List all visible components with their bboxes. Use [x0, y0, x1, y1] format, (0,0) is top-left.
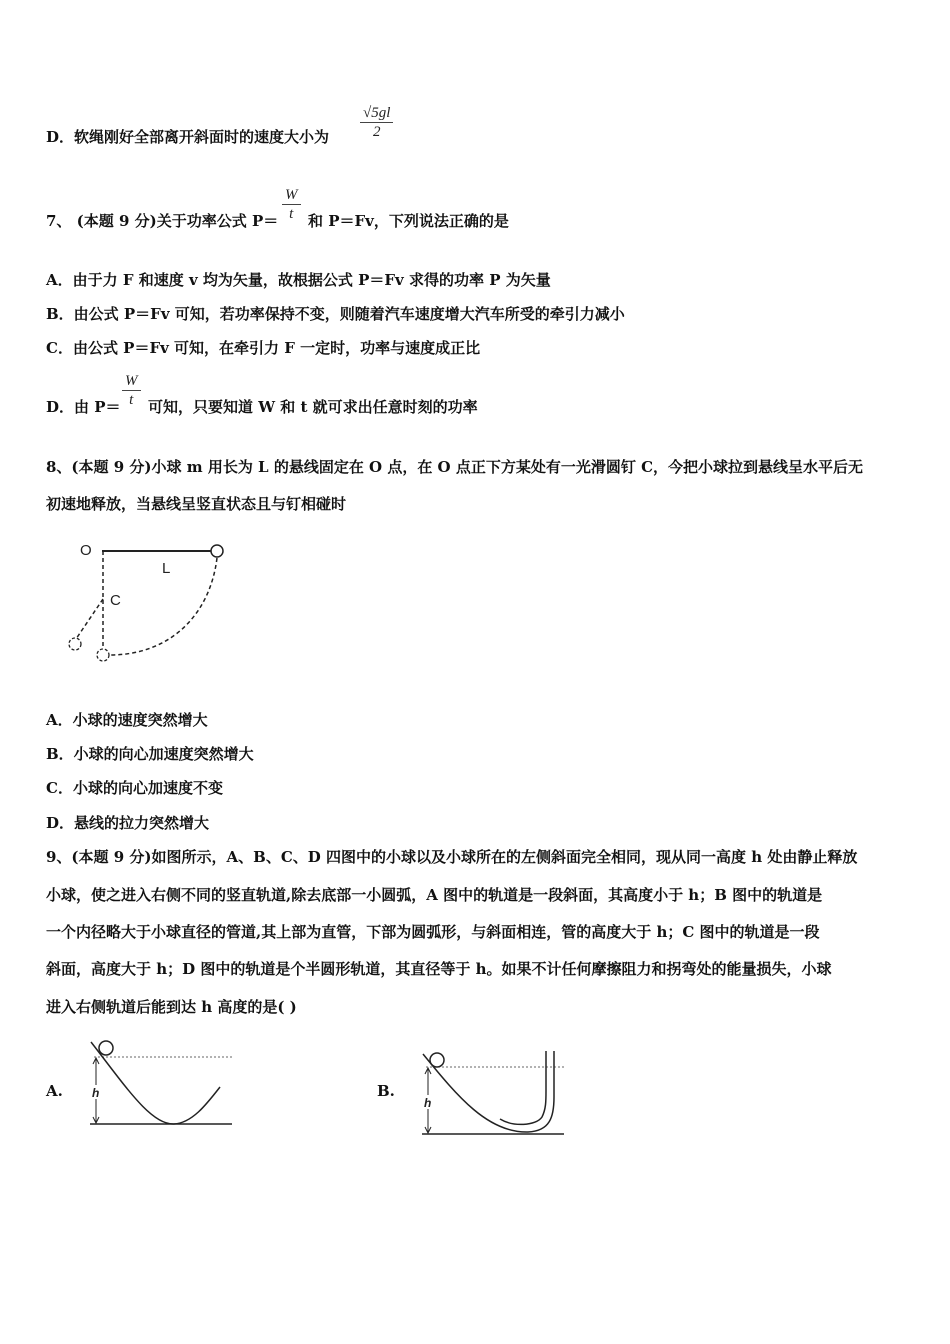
q7-stem: 7、 (本题 9 分)关于功率公式 P＝: [46, 212, 279, 230]
ball-start: [211, 545, 223, 557]
q8-option-a: A．小球的速度突然增大: [46, 711, 208, 729]
q6-option-d: D．软绳刚好全部离开斜面时的速度大小为: [46, 128, 330, 146]
q7-stem-fraction: [282, 186, 301, 223]
label-o: O: [80, 542, 92, 559]
q8-option-c: C．小球的向心加速度不变: [46, 779, 223, 797]
q9-figure-b: [418, 1047, 568, 1142]
q9-figure-b-label: B.: [377, 1082, 395, 1100]
q9-figure-a: [86, 1037, 236, 1132]
q8-stem-line-2: 初速地释放，当悬线呈竖直状态且与钉相碰时: [46, 495, 347, 513]
q7-option-d-suffix: 可知，只要知道 W 和 t 就可求出任意时刻的功率: [148, 398, 478, 416]
q7-option-d: D．由 P＝: [46, 398, 121, 416]
tube-inner-wall: [500, 1051, 546, 1124]
fraction-denominator: 2: [372, 124, 381, 140]
ball: [99, 1041, 113, 1055]
fraction-numerator: W: [122, 372, 141, 391]
h-label: h: [92, 1086, 100, 1100]
q9-stem-line-5: 进入右侧轨道后能到达 h 高度的是( ): [46, 998, 297, 1016]
fraction-denominator: t: [129, 392, 134, 408]
q9-stem-line-4: 斜面，高度大于 h；D 图中的轨道是个半圆形轨道，其直径等于 h。如果不计任何摩擦阻力和拐弯处的能量损失，小球: [46, 960, 832, 978]
fraction-numerator: W: [282, 186, 301, 205]
fraction-denominator: t: [289, 206, 294, 222]
q9-stem-line-1: 9、(本题 9 分)如图所示，A、B、C、D 四图中的小球以及小球所在的左侧斜面完全相同，现从同一高度 h 处由静止释放: [46, 848, 858, 866]
q8-option-d: D．悬线的拉力突然增大: [46, 814, 210, 832]
swing-dashed-string: [76, 599, 103, 639]
q9-stem-line-2: 小球，使之进入右侧不同的竖直轨道,除去底部一小圆弧，A 图中的轨道是一段斜面，其高度小于 h；B 图中的轨道是: [46, 886, 823, 904]
q6-option-d-fraction: [360, 104, 393, 141]
label-c: C: [110, 592, 121, 609]
q8-option-b: B．小球的向心加速度突然增大: [46, 745, 254, 763]
label-l: L: [162, 560, 171, 577]
q7-option-b: B．由公式 P＝Fv 可知，若功率保持不变，则随着汽车速度增大汽车所受的牵引力减小: [46, 305, 625, 323]
q9-figure-a-label: A.: [46, 1082, 63, 1100]
q8-pendulum-figure: [60, 535, 240, 670]
h-label: h: [424, 1096, 432, 1110]
q7-option-a: A．由于力 F 和速度 v 均为矢量，故根据公式 P＝Fv 求得的功率 P 为矢量: [46, 271, 551, 289]
q7-option-c: C．由公式 P＝Fv 可知，在牵引力 F 一定时，功率与速度成正比: [46, 339, 481, 357]
ball-bottom: [97, 649, 109, 661]
q7-stem-suffix: 和 P＝Fv，下列说法正确的是: [308, 212, 509, 230]
q8-stem-line-1: 8、(本题 9 分)小球 m 用长为 L 的悬线固定在 O 点，在 O 点正下方某处有一光滑圆钉 C，今把小球拉到悬线呈水平后无: [46, 458, 864, 476]
fraction-numerator: √5gl: [360, 104, 393, 123]
q7-option-d-fraction: [122, 372, 141, 409]
q9-stem-line-3: 一个内径略大于小球直径的管道,其上部为直管，下部为圆弧形，与斜面相连，管的高度大于 h；C 图中的轨道是一段: [46, 923, 820, 941]
ball-after-swing: [69, 638, 81, 650]
